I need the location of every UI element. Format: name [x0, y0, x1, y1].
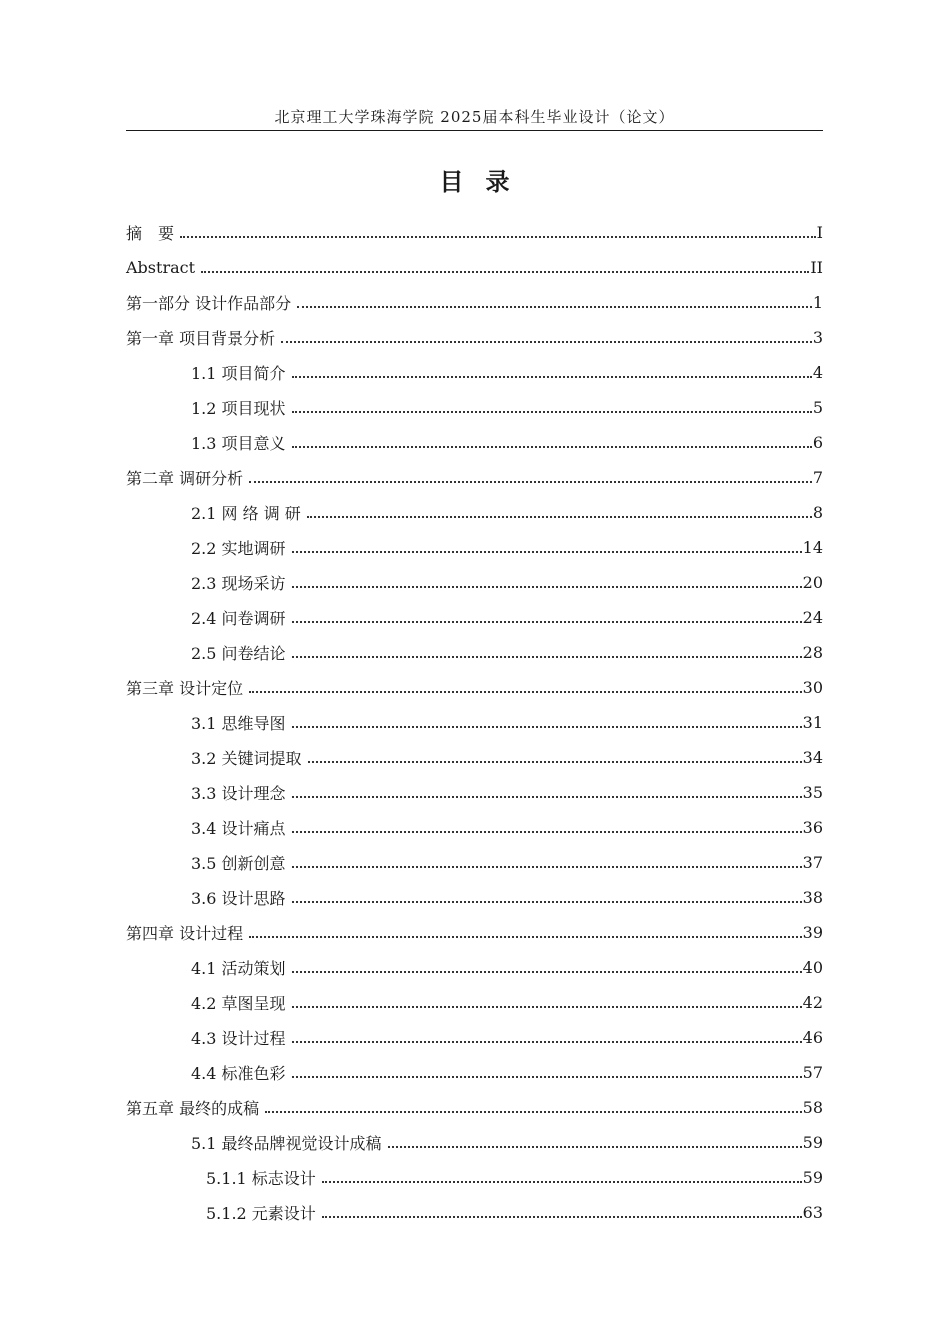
- toc-entry[interactable]: [126, 775, 823, 810]
- dot-leader: [322, 1181, 802, 1183]
- toc-entry-label: 摘 要: [126, 224, 175, 243]
- dot-leader: [292, 656, 802, 658]
- toc-entry-label: 2.4 问卷调研: [191, 609, 286, 628]
- toc-entry-page-number: 34: [802, 748, 823, 767]
- toc-entry[interactable]: [126, 600, 823, 635]
- toc-entry-label: 3.4 设计痛点: [191, 819, 286, 838]
- toc-entry[interactable]: [126, 880, 823, 915]
- toc-entry-label: 4.4 标准色彩: [191, 1064, 286, 1083]
- toc-entry-label: 第二章 调研分析: [126, 469, 244, 488]
- toc-entry[interactable]: [126, 565, 823, 600]
- toc-entry-page-number: 31: [802, 713, 823, 732]
- dot-leader: [292, 866, 802, 868]
- dot-leader: [249, 936, 802, 938]
- dot-leader: [292, 901, 802, 903]
- toc-entry[interactable]: [126, 670, 823, 705]
- toc-entry-page-number: 35: [802, 783, 823, 802]
- dot-leader: [292, 621, 802, 623]
- running-header: 北京理工大学珠海学院 2025届本科生毕业设计（论文）: [274, 108, 675, 126]
- dot-leader: [292, 831, 802, 833]
- toc-entry-label: 2.3 现场采访: [191, 574, 286, 593]
- toc-entry-page-number: 1: [812, 293, 823, 312]
- toc-entry[interactable]: [126, 1195, 823, 1230]
- toc-entry[interactable]: [126, 390, 823, 425]
- toc-entry-page-number: 42: [802, 993, 823, 1012]
- toc-entry-label: 4.3 设计过程: [191, 1029, 286, 1048]
- toc-entry-label: 1.1 项目简介: [191, 364, 286, 383]
- toc-entry-page-number: 58: [802, 1098, 823, 1117]
- toc-entry-label: 4.1 活动策划: [191, 959, 286, 978]
- dot-leader: [180, 236, 816, 238]
- toc-entry-page-number: 3: [812, 328, 823, 347]
- toc-entry[interactable]: [126, 740, 823, 775]
- toc-entry-page-number: 36: [802, 818, 823, 837]
- toc-entry[interactable]: [126, 1090, 823, 1125]
- toc-entry[interactable]: [126, 215, 823, 250]
- toc-entry-label: 1.2 项目现状: [191, 399, 286, 418]
- toc-entry-page-number: 46: [802, 1028, 823, 1047]
- toc-entry-label: 2.2 实地调研: [191, 539, 286, 558]
- dot-leader: [281, 341, 812, 343]
- toc-entry[interactable]: [126, 495, 823, 530]
- toc-entry[interactable]: [126, 635, 823, 670]
- toc-entry-page-number: 38: [802, 888, 823, 907]
- toc-entry[interactable]: [126, 530, 823, 565]
- toc-entry-label: Abstract: [126, 258, 196, 277]
- toc-entry[interactable]: [126, 285, 823, 320]
- toc-entry-label: 2.5 问卷结论: [191, 644, 286, 663]
- toc-entry-page-number: 7: [812, 468, 823, 487]
- toc-entry-page-number: 57: [802, 1063, 823, 1082]
- toc-entry-page-number: 5: [812, 398, 823, 417]
- toc-entry-label: 5.1.2 元素设计: [206, 1204, 316, 1223]
- dot-leader: [292, 586, 802, 588]
- dot-leader: [292, 551, 802, 553]
- toc-entry-label: 第四章 设计过程: [126, 924, 244, 943]
- header-rule: [126, 130, 823, 131]
- toc-entry-page-number: 14: [802, 538, 823, 557]
- toc-entry[interactable]: [126, 845, 823, 880]
- dot-leader: [249, 481, 812, 483]
- toc-entry[interactable]: [126, 1020, 823, 1055]
- dot-leader: [292, 376, 812, 378]
- dot-leader: [322, 1216, 802, 1218]
- dot-leader: [292, 971, 802, 973]
- toc-entry[interactable]: [126, 355, 823, 390]
- toc-entry[interactable]: [126, 425, 823, 460]
- toc-entry-label: 5.1.1 标志设计: [206, 1169, 316, 1188]
- dot-leader: [265, 1111, 802, 1113]
- toc-entry[interactable]: [126, 1125, 823, 1160]
- toc-title: 目录: [439, 168, 532, 196]
- toc-entry-label: 1.3 项目意义: [191, 434, 286, 453]
- toc-entry-page-number: 39: [802, 923, 823, 942]
- toc-entry-label: 4.2 草图呈现: [191, 994, 286, 1013]
- toc-entry-label: 第一章 项目背景分析: [126, 329, 276, 348]
- toc-entry-label: 3.1 思维导图: [191, 714, 286, 733]
- toc-entry-label: 3.3 设计理念: [191, 784, 286, 803]
- toc-entry[interactable]: [126, 320, 823, 355]
- toc-entry-page-number: 28: [802, 643, 823, 662]
- toc-entry-page-number: 63: [802, 1203, 823, 1222]
- dot-leader: [292, 411, 812, 413]
- toc-list: [126, 215, 823, 1230]
- toc-entry-page-number: 4: [812, 363, 823, 382]
- toc-entry-page-number: 59: [802, 1133, 823, 1152]
- toc-entry-label: 3.2 关键词提取: [191, 749, 302, 768]
- toc-entry-label: 3.5 创新创意: [191, 854, 286, 873]
- toc-entry-page-number: 8: [812, 503, 823, 522]
- dot-leader: [297, 306, 812, 308]
- toc-entry[interactable]: [126, 1160, 823, 1195]
- toc-entry-page-number: 30: [802, 678, 823, 697]
- toc-entry-page-number: II: [810, 258, 823, 277]
- dot-leader: [292, 1076, 802, 1078]
- toc-entry[interactable]: [126, 1055, 823, 1090]
- toc-entry[interactable]: [126, 810, 823, 845]
- toc-entry-page-number: 20: [802, 573, 823, 592]
- toc-entry[interactable]: [126, 915, 823, 950]
- toc-entry[interactable]: [126, 705, 823, 740]
- toc-entry-label: 2.1 网 络 调 研: [191, 504, 301, 523]
- toc-entry[interactable]: [126, 950, 823, 985]
- dot-leader: [307, 516, 812, 518]
- toc-entry-label: 第三章 设计定位: [126, 679, 244, 698]
- dot-leader: [308, 761, 802, 763]
- toc-entry[interactable]: [126, 460, 823, 495]
- toc-entry-page-number: 24: [802, 608, 823, 627]
- toc-entry-label: 第一部分 设计作品部分: [126, 294, 292, 313]
- toc-entry-label: 3.6 设计思路: [191, 889, 286, 908]
- dot-leader: [292, 1006, 802, 1008]
- toc-entry-label: 第五章 最终的成稿: [126, 1099, 260, 1118]
- toc-entry-page-number: 59: [802, 1168, 823, 1187]
- dot-leader: [292, 1041, 802, 1043]
- dot-leader: [249, 691, 802, 693]
- toc-entry-label: 5.1 最终品牌视觉设计成稿: [191, 1134, 382, 1153]
- dot-leader: [388, 1146, 802, 1148]
- dot-leader: [292, 726, 802, 728]
- toc-entry-page-number: I: [816, 223, 823, 242]
- toc-entry-page-number: 6: [812, 433, 823, 452]
- toc-entry[interactable]: [126, 250, 823, 285]
- toc-entry-page-number: 40: [802, 958, 823, 977]
- dot-leader: [292, 446, 812, 448]
- dot-leader: [292, 796, 802, 798]
- toc-entry[interactable]: [126, 985, 823, 1020]
- toc-entry-page-number: 37: [802, 853, 823, 872]
- dot-leader: [201, 271, 809, 273]
